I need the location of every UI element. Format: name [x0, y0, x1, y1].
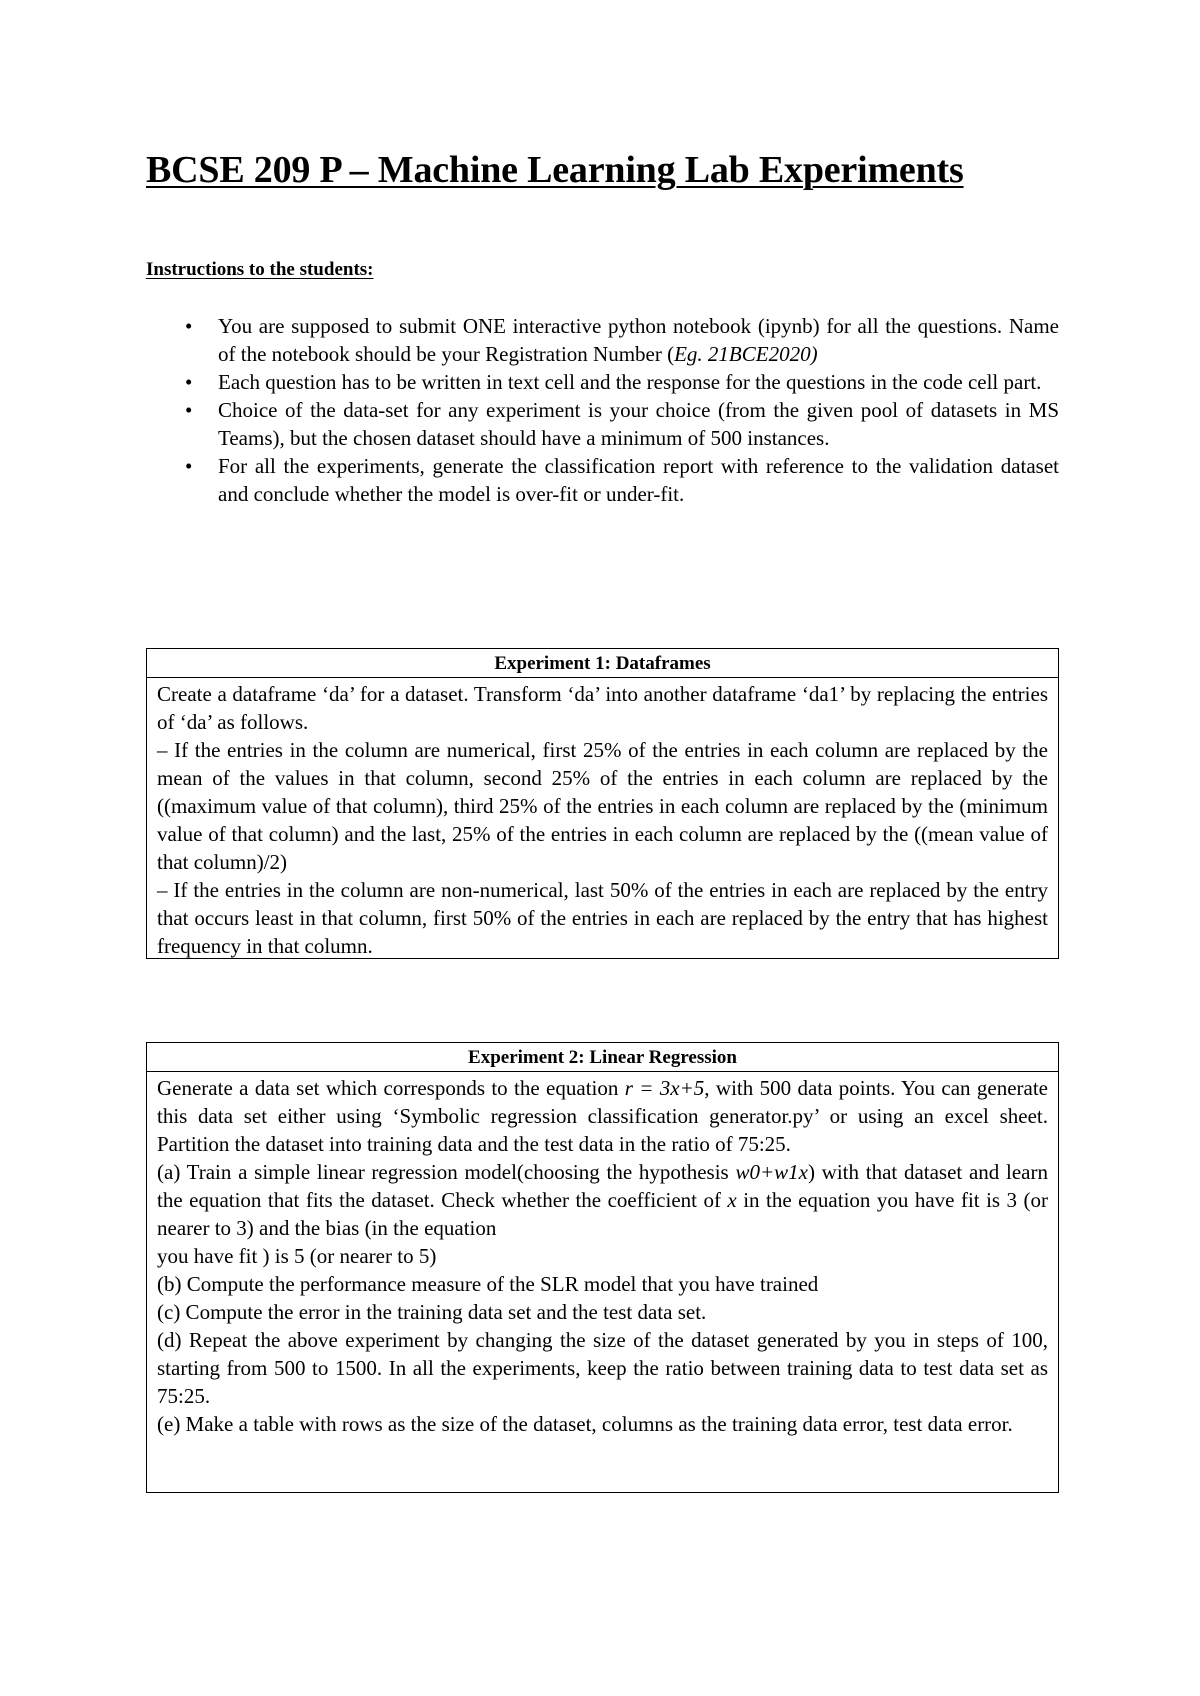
- variable-x: x: [727, 1188, 737, 1212]
- experiment-2-box: [146, 1042, 1059, 1493]
- part-a-text: (a) Train a simple linear regression model(choosing the hypothesis: [157, 1160, 736, 1184]
- bullet-icon: •: [185, 370, 193, 394]
- list-item: [146, 396, 1059, 452]
- experiment-1-paragraph: – If the entries in the column are non-numerical, last 50% of the entries in each are replaced by the entry that occurs least in that column, first 50% of the entries in each are replaced by the entry that has highest frequency in that column.: [157, 878, 1048, 958]
- list-item-text: Choice of the data-set for any experiment is your choice (from the given pool of datasets in MS Teams), but the chosen dataset should have a minimum of 500 instances.: [218, 398, 1059, 450]
- experiment-1-box: [146, 648, 1059, 959]
- experiment-2-part-c: (c) Compute the error in the training data set and the test data set.: [157, 1300, 707, 1324]
- instructions-heading: Instructions to the students:: [146, 259, 374, 280]
- bullet-icon: •: [185, 398, 193, 422]
- experiment-2-part-e: (e) Make a table with rows as the size of the dataset, columns as the training data error, test data error.: [157, 1412, 1013, 1436]
- experiment-2-heading: Experiment 2: Linear Regression: [147, 1043, 1058, 1072]
- experiment-2-part-d: (d) Repeat the above experiment by changing the size of the dataset generated by you in steps of 100, starting from 500 to 1500. In all the experiments, keep the ratio between training data to test data set as 75:25.: [157, 1328, 1048, 1408]
- experiment-2-part-b: (b) Compute the performance measure of the SLR model that you have trained: [157, 1272, 819, 1296]
- list-item-text: For all the experiments, generate the classification report with reference to the validation dataset and conclude whether the model is over-fit or under-fit.: [218, 454, 1059, 506]
- list-item: [146, 452, 1059, 508]
- experiment-1-body: [147, 678, 1058, 960]
- part-a-text-cont: ) with that dataset and learn the equation that fits the dataset. Check whether the coefficient of: [157, 1160, 1048, 1212]
- experiment-1-paragraph: – If the entries in the column are numerical, first 25% of the entries in each column are replaced by the mean of the values in that column, second 25% of the entries in each column are replaced by the ((maximum value of that column), third 25% of the entries in each column are replaced by the (minimum value of that column) and the last, 25% of the entries in each column are replaced by the ((mean value of that column)/2): [157, 738, 1048, 874]
- intro-text-cont: , with 500 data points. You can generate this data set either using ‘Symbolic regression classification generator.py’ or using an excel sheet. Partition the dataset into training data and the test data in the ratio of 75:25.: [157, 1076, 1048, 1156]
- intro-text: Generate a data set which corresponds to the equation: [157, 1076, 625, 1100]
- experiment-2-intro: [157, 1074, 1048, 1158]
- page-title: BCSE 209 P – Machine Learning Lab Experiments: [146, 149, 964, 191]
- bullet-icon: •: [185, 454, 193, 478]
- experiment-2-part-a-cont: you have fit ) is 5 (or nearer to 5): [157, 1244, 437, 1268]
- experiment-1-heading: Experiment 1: Dataframes: [147, 649, 1058, 678]
- experiment-2-part-a: [157, 1158, 1048, 1242]
- equation: r = 3x+5: [624, 1076, 705, 1100]
- list-item-text: You are supposed to submit ONE interactive python notebook (ipynb) for all the questions. Name of the notebook should be your Registration Number (: [218, 314, 1059, 366]
- part-a-text-end: in the equation you have fit is 3 (or nearer to 3) and the bias (in the equation: [157, 1188, 1048, 1240]
- experiment-2-body: [147, 1072, 1058, 1438]
- bullet-icon: •: [185, 314, 193, 338]
- hypothesis: w0+w1x: [735, 1160, 808, 1184]
- list-item: [146, 312, 1059, 368]
- instructions-list: [146, 312, 1059, 508]
- experiment-1-paragraph: Create a dataframe ‘da’ for a dataset. Transform ‘da’ into another dataframe ‘da1’ by replacing the entries of ‘da’ as follows.: [157, 682, 1048, 734]
- list-item: [146, 368, 1059, 396]
- list-item-text: Each question has to be written in text cell and the response for the questions in the code cell part.: [218, 370, 1042, 394]
- list-item-example: Eg. 21BCE2020): [674, 342, 818, 366]
